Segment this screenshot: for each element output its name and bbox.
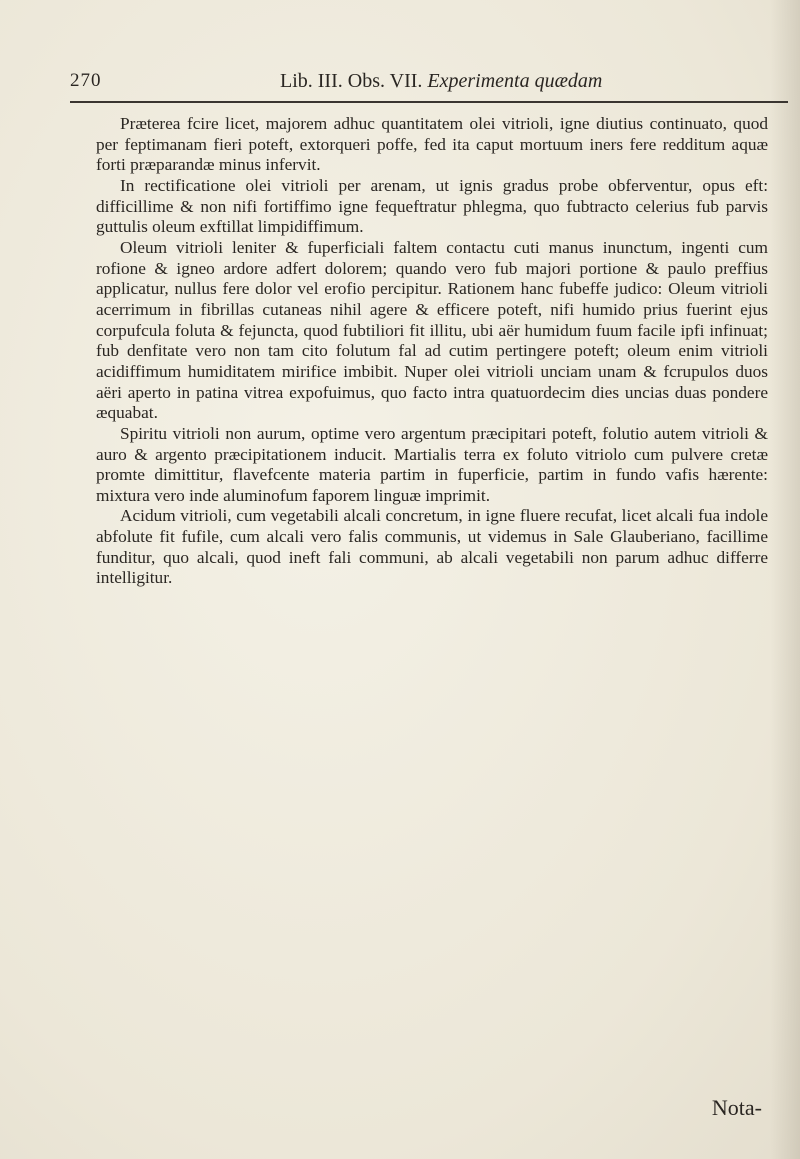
page-edge-shadow (770, 0, 800, 1159)
running-head (280, 70, 602, 93)
paragraph: In rectificatione olei vitrioli per arenam, ut ignis gradus probe obferventur, opus eft: difficillime & non nifi fortiffimo igne fequeftratur phlegma, quo fubtracto celerius fub parvis guttulis oleum exftillat limpidiffimum. (96, 175, 768, 237)
catchword: Nota- (711, 1095, 762, 1120)
paragraph: Præterea fcire licet, majorem adhuc quantitatem olei vitrioli, igne diutius continuato, quod per feptimanam fieri poteft, extorqueri poffe, fed ita caput mortuum iners fere redditum aquæ forti præparandæ minus infervit. (96, 114, 768, 175)
body-text (96, 114, 768, 589)
running-head-roman: Lib. III. Obs. VII. (280, 70, 423, 92)
header-rule (70, 101, 788, 103)
paragraph: Acidum vitrioli, cum vegetabili alcali concretum, in igne fluere recufat, licet alcali fua indole abfolute fit fufile, cum alcali vero falis communis, ut videmus in Sale Glauberiano, facillime funditur, quo alcali, quod ineft fali communi, ab alcali vegetabili non parum adhuc differre intelligitur. (96, 506, 768, 588)
running-head-italic: Experimenta quædam (427, 70, 603, 92)
paragraph: Spiritu vitrioli non aurum, optime vero argentum præcipitari poteft, folutio autem vitrioli & auro & argento præcipitationem inducit. Martialis terra ex foluto vitriolo cum pulvere cretæ promte dimittitur, flavefcente materia partim in fuperficie, partim in fundo vafis hærente: mixtura vero inde aluminofum faporem linguæ imprimit. (96, 423, 768, 505)
page-header (70, 70, 790, 100)
page-number: 270 (70, 70, 102, 91)
paragraph: Oleum vitrioli leniter & fuperficiali faltem contactu cuti manus inunctum, ingenti cum rofione & igneo ardore adfert dolorem; quando vero fub majori portione & paulo preffius applicatur, nullus fere dolor vel erofio percipitur. Rationem hanc fubeffe judico: Oleum vitrioli acerrimum in fibrillas cutaneas nihil agere & efficere poteft, nifi humido prius fuerint ejus corpufcula foluta & fejuncta, quod fubtiliori fit illitu, ubi aër humidum fuum facile ipfi infinuat; fub denfitate vero non tam cito folutum fal ad cutim pertingere poteft; oleum enim vitrioli acidiffimum humiditatem mirifice imbibit. Nuper olei vitrioli unciam unam & fcrupulos duos aëri aperto in patina vitrea expofuimus, quo facto intra quatuordecim dies uncias duas pondere æquabat. (96, 237, 768, 423)
